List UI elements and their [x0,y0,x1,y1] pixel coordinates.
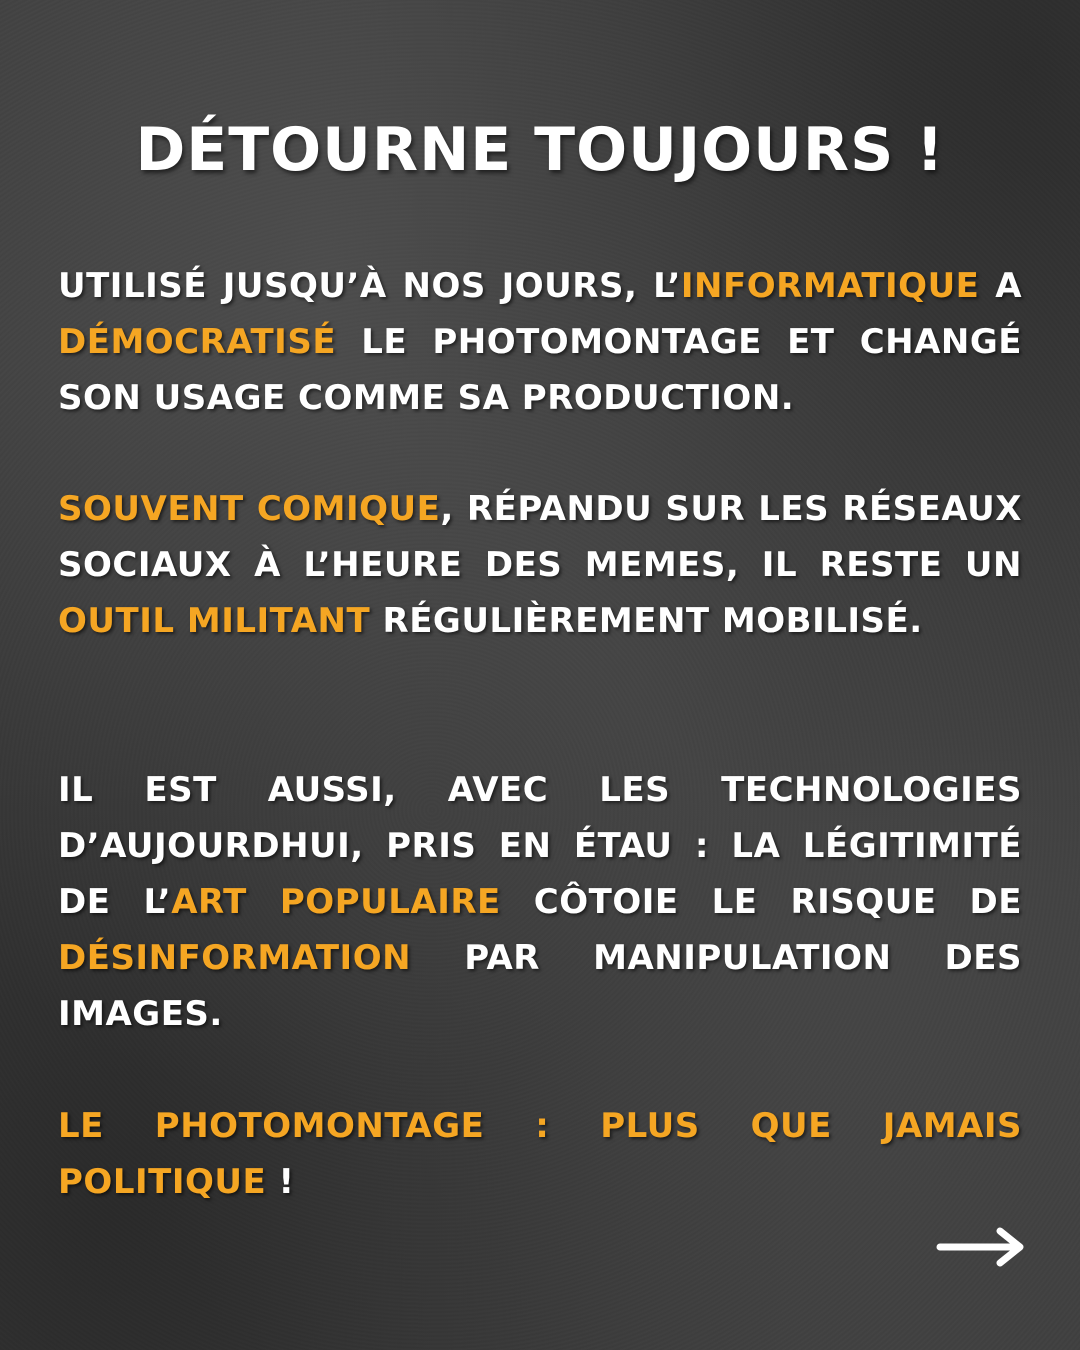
highlight-desinformation: DÉSINFORMATION [58,938,412,978]
paragraph-comique [58,481,1022,649]
highlight-democratise: DÉMOCRATISÉ [58,322,337,362]
paragraph-text: LE PHOTOMONTAGE ET CHANGÉ SON USAGE COMME SA PRODUCTION. [58,322,1022,418]
paragraph-text: ! [266,1162,295,1202]
paragraph-technologies [58,762,1022,1042]
highlight-informatique: INFORMATIQUE [680,266,980,306]
paragraph-text: IL EST AUSSI, AVEC LES TECHNOLOGIES D’AUJOURDHUI, PRIS EN ÉTAU : LA LÉGITIMITÉ DE L’ [58,770,1022,922]
page-title: DÉTOURNE TOUJOURS ! [135,115,945,185]
highlight-outil-militant: OUTIL MILITANT [58,601,371,641]
paragraph-text: UTILISÉ JUSQU’À NOS JOURS, L’ [58,266,681,306]
paragraph-text: RÉGULIÈREMENT MOBILISÉ. [370,601,923,641]
highlight-souvent-comique: SOUVENT COMIQUE [58,489,441,529]
paragraph-text: , RÉPANDU SUR LES RÉSEAUX SOCIAUX À L’HEURE DES MEMES, IL RESTE UN [58,489,1022,585]
paragraph-text: PAR MANIPULATION DES IMAGES. [58,938,1022,1034]
paragraph-informatique [58,258,1022,426]
paragraph-conclusion [58,1098,1022,1210]
arrow-right-icon[interactable] [934,1225,1026,1269]
highlight-politique: LE PHOTOMONTAGE : PLUS QUE JAMAIS POLITIQUE [58,1106,1022,1202]
paragraph-text: A [979,266,1023,306]
highlight-art-populaire: ART POPULAIRE [171,882,501,922]
paragraph-text: CÔTOIE LE RISQUE DE [500,882,1022,922]
